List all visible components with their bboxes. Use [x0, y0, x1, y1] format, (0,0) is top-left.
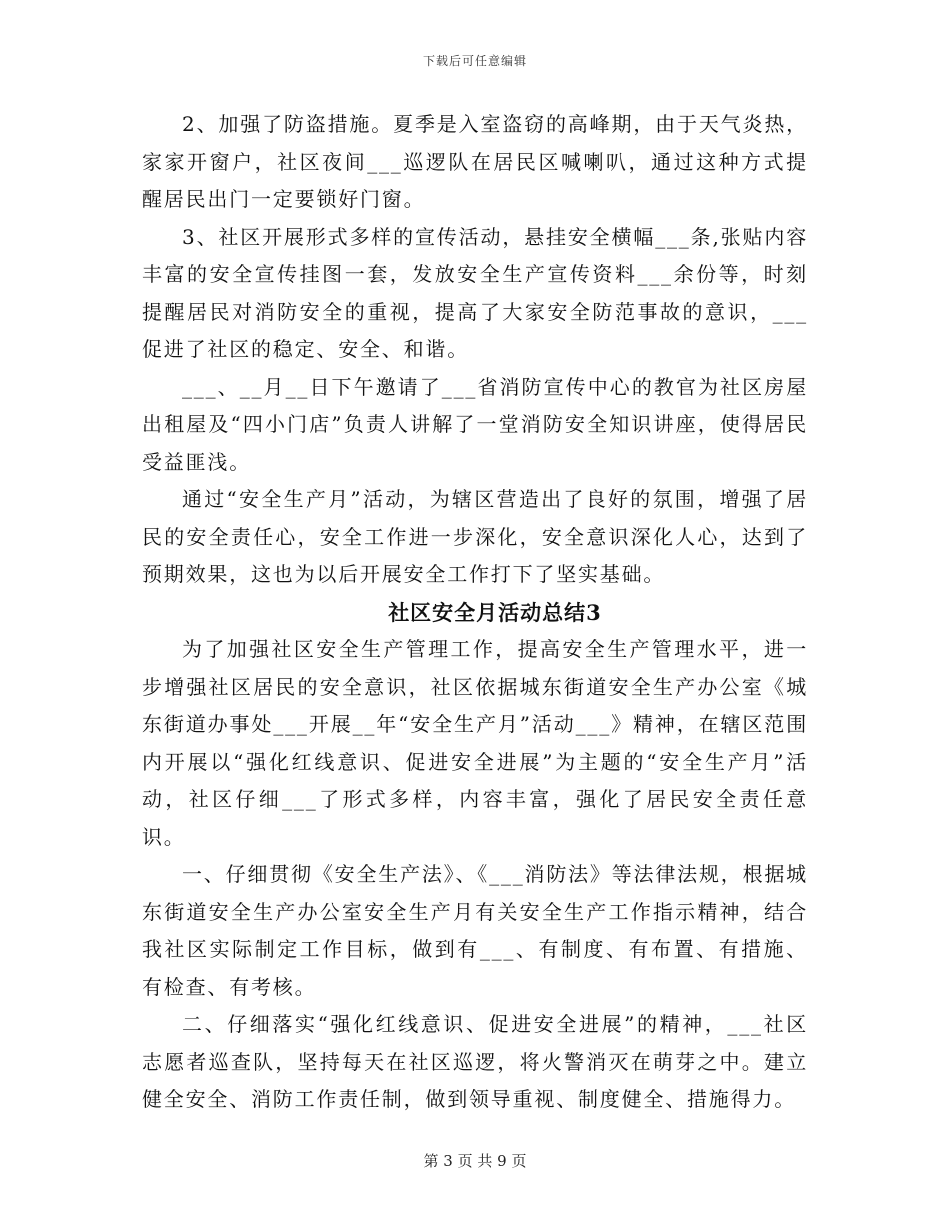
document-body	[142, 106, 808, 1119]
section-heading: 社区安全月活动总结3	[388, 599, 602, 625]
paragraph-anti-theft: 2、加强了防盗措施。夏季是入室盗窃的高峰期，由于天气炎热，家家开窗户，社区夜间___巡逻队在居民区喊喇叭，通过这种方式提醒居民出门一定要锁好门窗。	[142, 112, 808, 211]
header-note: 下载后可任意编辑	[422, 54, 527, 68]
paragraph-conclusion: 通过“安全生产月”活动，为辖区营造出了良好的氛围，增强了居民的安全责任心，安全工作进一步深化，安全意识深化人心，达到了预期效果，这也为以后开展安全工作打下了坚实基础。	[142, 487, 808, 586]
paragraph-intro: 为了加强社区安全生产管理工作，提高安全生产管理水平，进一步增强社区居民的安全意识，社区依据城东街道安全生产办公室《城东街道办事处___开展__年“安全生产月”活动___》精神，在辖区范围内开展以“强化红线意识、促进安全进展”为主题的“安全生产月”活动，社区仔细___了形式多样，内容丰富，强化了居民安全责任意识。	[142, 637, 808, 849]
page-number: 第 3 页 共 9 页	[423, 1152, 527, 1170]
paragraph-fire-lecture: ___、__月__日下午邀请了___省消防宣传中心的教官为社区房屋出租屋及“四小门店”负责人讲解了一堂消防安全知识讲座，使得居民受益匪浅。	[142, 374, 808, 474]
paragraph-item-two: 二、仔细落实“强化红线意识、促进安全进展”的精神，___社区志愿者巡查队，坚持每天在社区巡逻，将火警消灭在萌芽之中。建立健全安全、消防工作责任制，做到领导重视、制度健全、措施得力。	[142, 1012, 808, 1111]
paragraph-publicity: 3、社区开展形式多样的宣传活动，悬挂安全横幅___条,张贴内容丰富的安全宣传挂图一套，发放安全生产宣传资料___余份等，时刻提醒居民对消防安全的重视，提高了大家安全防范事故的意识，___促进了社区的稳定、安全、和谐。	[142, 224, 808, 361]
paragraph-item-one: 一、仔细贯彻《安全生产法》、《___消防法》等法律法规，根据城东街道安全生产办公室安全生产月有关安全生产工作指示精神，结合我社区实际制定工作目标，做到有___、有制度、有布置、有措施、有检查、有考核。	[142, 862, 808, 999]
